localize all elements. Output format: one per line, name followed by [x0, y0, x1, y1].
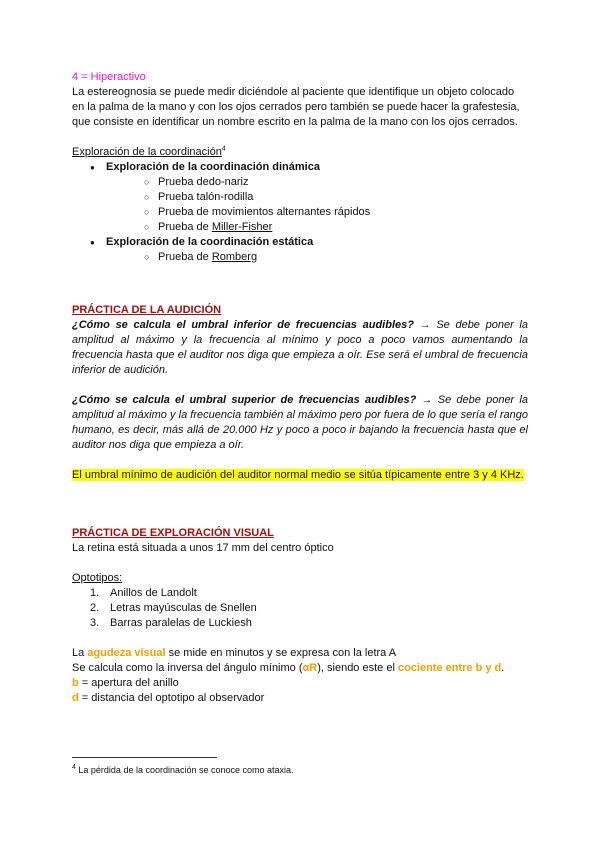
document-body — [72, 70, 528, 706]
acuity-line: La agudeza visual se mide en minutos y se expresa con la letra A — [72, 647, 397, 659]
coordination-heading: Exploración de la coordinación$^4$ — [72, 145, 226, 158]
hearing-highlight: El umbral mínimo de audición del auditor normal medio se sitúa típicamente entre 3 y 4 KHz. — [72, 469, 524, 481]
miller-fisher-link[interactable]: Miller-Fisher — [211, 221, 273, 233]
stereognosis-paragraph: La estereognosia se puede medir diciéndole al paciente que identifique un objeto colocado en la palma de la mano y con los ojos cerrados pero también se puede hacer la grafestesia, que consiste en identificar un nombre escrito en la palma de la mano con los ojos cerrados. — [72, 86, 520, 128]
optotypes-heading: Optotipos: — [72, 572, 123, 584]
list-item: ○ Prueba dedo-nariz — [144, 175, 528, 190]
static-title: Exploración de la coordinación estática — [106, 236, 314, 248]
romberg-link[interactable]: Romberg — [211, 251, 258, 263]
b-definition: b = apertura del anillo — [72, 677, 179, 689]
footnote-divider — [72, 757, 217, 758]
hearing-q1-paragraph: ¿Cómo se calcula el umbral inferior de frecuencias audibles? → Se debe poner la amplitud al máximo y la frecuencia al mínimo y poco a poco vamos aumentando la frecuencia hasta que el auditor nos diga que empieza a oír. Ese será el umbral de frecuencia inferior de audición. — [72, 319, 528, 376]
list-item — [90, 235, 528, 265]
hearing-title: PRÁCTICA DE LA AUDICIÓN — [72, 304, 222, 316]
list-item: ○ Prueba de Miller-Fisher — [144, 220, 528, 235]
list-item: ○ Prueba de movimientos alternantes rápidos — [144, 205, 528, 220]
visual-title: PRÁCTICA DE EXPLORACIÓN VISUAL — [72, 527, 274, 539]
d-definition: d = distancia del optotipo al observador — [72, 692, 265, 704]
list-item: ○ Prueba talón-rodilla — [144, 190, 528, 205]
hyperactive-line — [72, 70, 528, 85]
list-item: 2. Letras mayúsculas de Snellen — [90, 602, 257, 614]
list-item: 3. Barras paralelas de Luckiesh — [90, 617, 252, 629]
list-item: 1. Anillos de Landolt — [90, 587, 197, 599]
footnote: $^4$ La pérdida de la coordinación se conoce como ataxia. — [72, 764, 294, 775]
hearing-q2-paragraph: ¿Cómo se calcula el umbral superior de frecuencias audibles? → Se debe poner la amplitud al máximo y la frecuencia también al máximo pero por fuera de lo que sería el rango humano, es decir, más allá de 20.000 Hz y poco a poco ir bajando la frecuencia hasta que el auditor nos diga que empieza a oír. — [72, 394, 528, 451]
list-item — [90, 160, 528, 235]
list-item: ○ Prueba de Romberg — [144, 250, 528, 265]
hyper-text: = Hiperactivo — [78, 71, 146, 83]
retina-text: La retina está situada a unos 17 mm del centro óptico — [72, 542, 334, 554]
calc-line: Se calcula como la inversa del ángulo mínimo (αR), siendo este el cociente entre b y d. — [72, 662, 505, 674]
optotypes-list — [72, 586, 528, 631]
footnote-ref: 4 — [221, 145, 226, 153]
coordination-list — [72, 160, 528, 265]
hyper-number: 4 — [72, 71, 79, 83]
dynamic-title: Exploración de la coordinación dinámica — [106, 161, 320, 173]
